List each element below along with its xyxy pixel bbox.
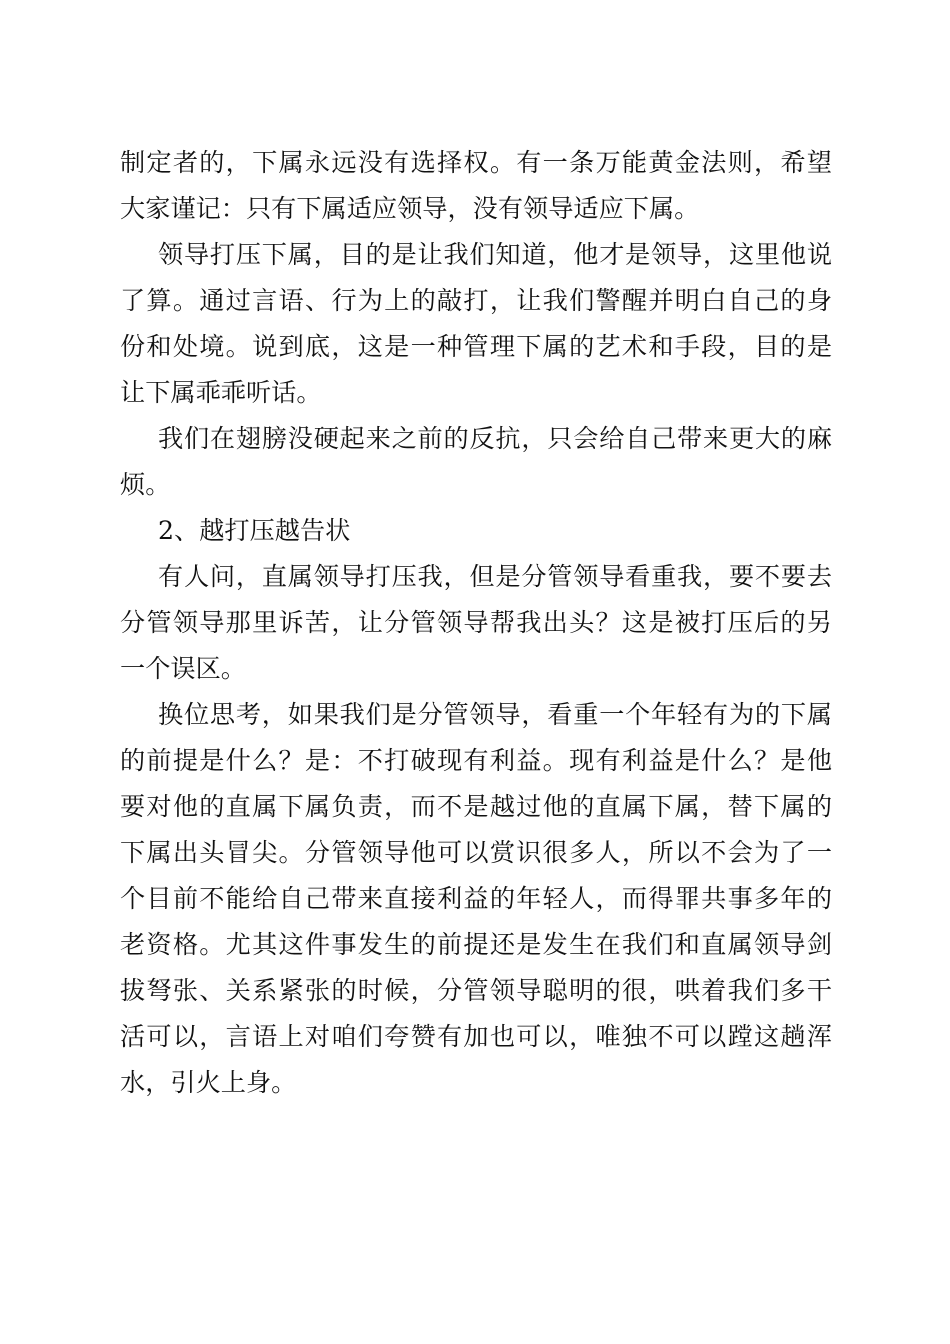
paragraph-1-line-1: 制定者的，下属永远没有选择权。有一条万能黄金法则，希望: [120, 148, 832, 177]
document-body: [120, 140, 832, 1106]
paragraph-5-line-8: 活可以，言语上对咱们夸赞有加也可以，唯独不可以蹚这趟浑: [120, 1022, 832, 1051]
paragraph-5-line-7: 拔弩张、关系紧张的时候，分管领导聪明的很，哄着我们多干: [120, 976, 832, 1005]
paragraph-5-line-3: 要对他的直属下属负责，而不是越过他的直属下属，替下属的: [120, 792, 832, 821]
paragraph-2-line-3: 份和处境。说到底，这是一种管理下属的艺术和手段，目的是: [120, 332, 832, 361]
paragraph-5-line-9: 水，引火上身。: [120, 1068, 297, 1097]
paragraph-4-line-1: 有人问，直属领导打压我，但是分管领导看重我，要不要去: [158, 562, 832, 591]
paragraph-2-line-4: 让下属乖乖听话。: [120, 378, 322, 407]
paragraph-5-line-5: 个目前不能给自己带来直接利益的年轻人，而得罪共事多年的: [120, 884, 832, 913]
paragraph-5-line-2: 的前提是什么？是：不打破现有利益。现有利益是什么？是他: [120, 746, 832, 775]
paragraph-2-line-2: 了算。通过言语、行为上的敲打，让我们警醒并明白自己的身: [120, 286, 832, 315]
section-heading: 2、越打压越告状: [158, 516, 351, 545]
paragraph-4-line-3: 一个误区。: [120, 654, 246, 683]
paragraph-1-line-2: 大家谨记：只有下属适应领导，没有领导适应下属。: [120, 194, 700, 223]
paragraph-5-line-1: 换位思考，如果我们是分管领导，看重一个年轻有为的下属: [158, 700, 832, 729]
paragraph-5-line-6: 老资格。尤其这件事发生的前提还是发生在我们和直属领导剑: [120, 930, 832, 959]
paragraph-3-line-2: 烦。: [120, 470, 171, 499]
paragraph-3-line-1: 我们在翅膀没硬起来之前的反抗，只会给自己带来更大的麻: [158, 424, 832, 453]
paragraph-5-line-4: 下属出头冒尖。分管领导他可以赏识很多人，所以不会为了一: [120, 838, 832, 867]
paragraph-2-line-1: 领导打压下属，目的是让我们知道，他才是领导，这里他说: [158, 240, 832, 269]
paragraph-4-line-2: 分管领导那里诉苦，让分管领导帮我出头？这是被打压后的另: [120, 608, 832, 637]
